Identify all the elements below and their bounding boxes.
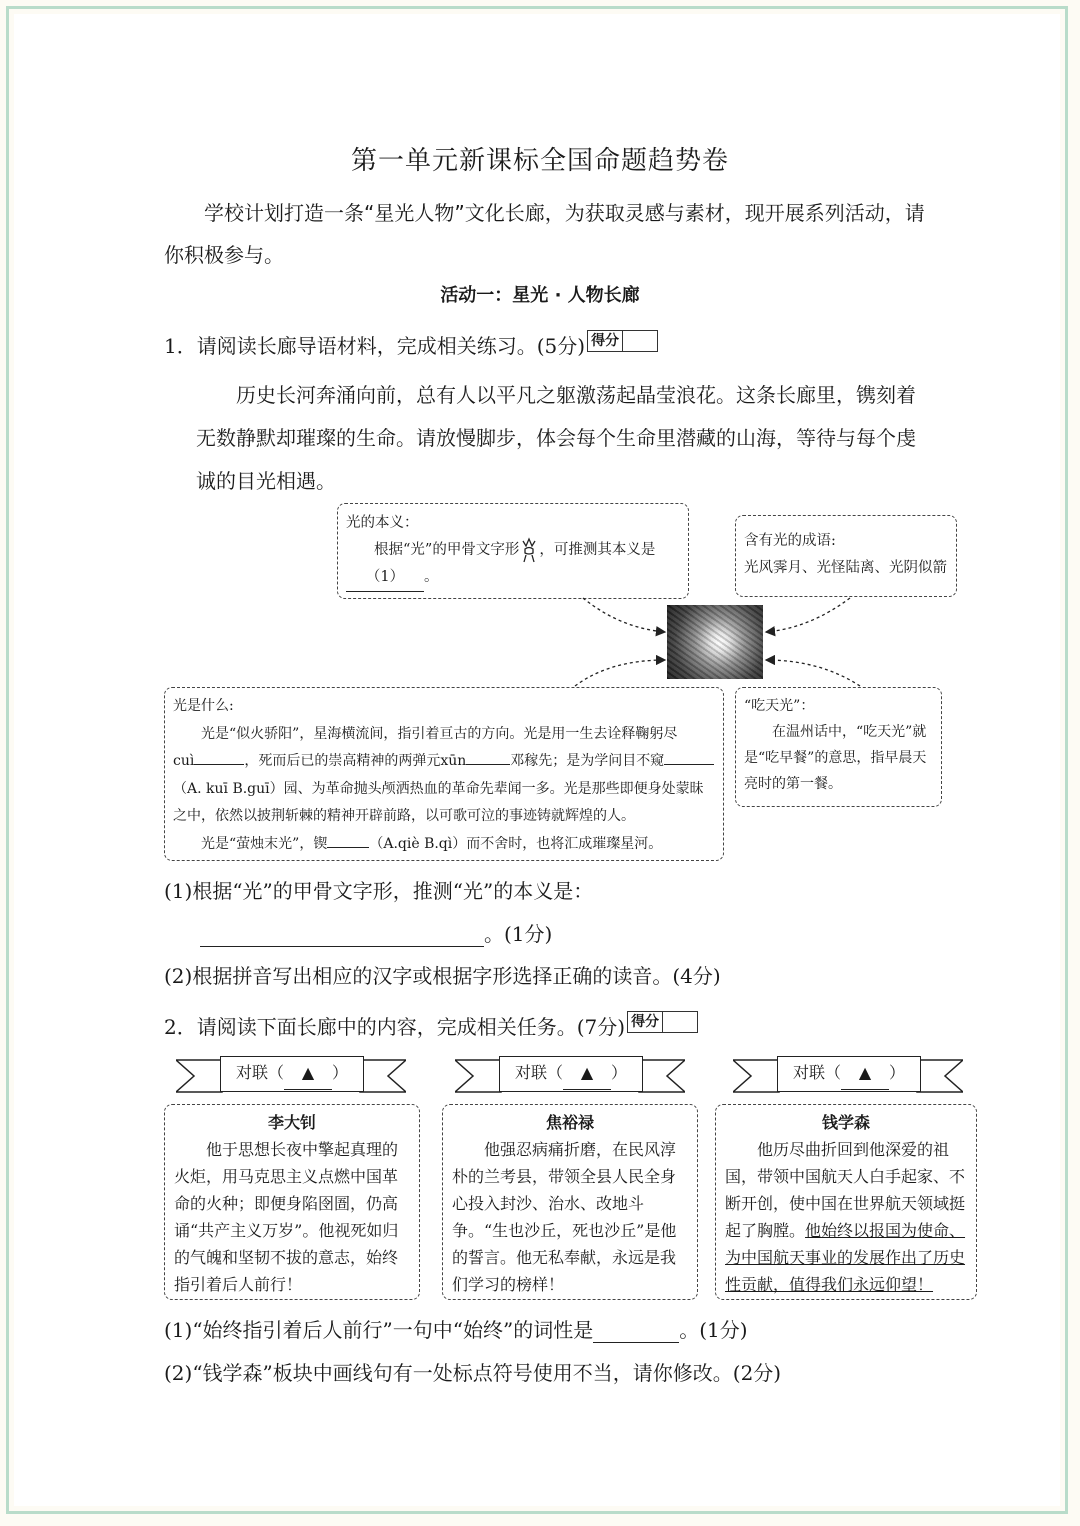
couplet-label-1: 对联（ ▲ ）	[220, 1056, 364, 1092]
q1-sub-1: (1)根据“光”的甲骨文字形，推测“光”的本义是：	[164, 879, 594, 903]
question-1-text: 1．请阅读长廊导语材料，完成相关练习。(5分)	[164, 334, 586, 358]
answer-blank-couplet-1[interactable]: ▲	[284, 1057, 332, 1090]
box-eat-head: “吃天光”：	[744, 698, 815, 714]
box-idioms-head: 含有光的成语:	[744, 533, 836, 549]
couplet-ribbon-2	[455, 1056, 685, 1094]
answer-blank-part-of-speech[interactable]	[593, 1320, 679, 1343]
answer-blank-kui[interactable]	[664, 764, 714, 765]
hero-text: 他于思想长夜中擎起真理的火炬，用马克思主义点燃中国革命的火种；即便身陷囹圄，仍高诵“共产主义万岁”。他视死如归的气魄和坚韧不拔的意志，始终指引着后人前行！	[174, 1140, 399, 1294]
q2-sub-1: (1)“始终指引着后人前行”一句中“始终”的词性是 。(1分)	[164, 1318, 748, 1342]
box-eat-daylight	[735, 687, 942, 807]
activity-one-heading: 活动一：星光 · 人物长廊	[440, 285, 640, 306]
score-label: 得分	[627, 1011, 663, 1033]
connector-arrows	[0, 0, 1080, 720]
q1-sub-2: (2)根据拼音写出相应的汉字或根据字形选择正确的读音。(4分)	[164, 964, 721, 988]
hero-text: 他强忍病痛折磨，在民风淳朴的兰考县，带领全县人民全身心投入封沙、治水、改地斗争。“生也沙丘，死也沙丘”是他的誓言。他无私奉献，永远是我们学习的榜样！	[452, 1140, 677, 1294]
intro-paragraph: 学校计划打造一条“星光人物”文化长廊，为获取灵感与素材，现开展系列活动，请你积极参与。	[164, 201, 925, 267]
couplet-label-2: 对联（ ▲ ）	[499, 1056, 643, 1092]
underlined-sentence: 他始终以报国为使命、为中国航天事业的发展作出了历史性贡献，值得我们永远仰望！	[725, 1221, 966, 1294]
q2-sub-2: (2)“钱学森”板块中画线句有一处标点符号使用不当，请你修改。(2分)	[164, 1361, 782, 1385]
hero-name: 钱学森	[821, 1113, 870, 1132]
hero-card-li-dazhao	[164, 1104, 420, 1300]
question-2-stem	[164, 1011, 698, 1040]
arrow-idioms	[766, 598, 850, 632]
box-origin-blank-line: （1） 。	[346, 564, 680, 592]
score-label: 得分	[587, 330, 623, 352]
box-eat-text: 在温州话中，“吃天光”就是“吃早餐”的意思，指早晨天亮时的第一餐。	[744, 724, 927, 792]
arrow-eat	[766, 660, 860, 686]
box-what-line-1: 光是“似火骄阳”，星海横流间，指引着亘古的方向。光是用一生去诠释鞠躬尽	[201, 725, 678, 742]
box-what-head: 光是什么:	[173, 698, 234, 714]
hero-name: 李大钊	[267, 1113, 316, 1132]
arrow-what	[575, 660, 665, 686]
corridor-intro-passage: 历史长河奔涌向前，总有人以平凡之躯激荡起晶莹浪花。这条长廊里，镌刻着无数静默却璀璨的生命。请放慢脚步，体会每个生命里潜藏的山海，等待与每个虔诚的目光相遇。	[196, 383, 916, 493]
arrow-origin	[583, 598, 665, 632]
box-origin-head: 光的本义：	[346, 515, 419, 531]
couplet-ribbon-1	[176, 1056, 406, 1094]
box-what-line-5: 光是“萤烛末光”，锲 （A.qiè B.qì）而不舍时，也将汇成璀璨星河。	[201, 835, 663, 852]
q1-sub-1-answer-line: 。(1分)	[200, 918, 552, 947]
answer-blank-couplet-3[interactable]: ▲	[841, 1057, 889, 1090]
answer-blank-couplet-2[interactable]: ▲	[563, 1057, 611, 1090]
hero-card-qian-xuesen	[715, 1104, 977, 1300]
hero-name: 焦裕禄	[545, 1113, 594, 1132]
box-origin-body: 根据“光”的甲骨文字形 ，可推测其本义是	[346, 537, 680, 564]
hero-text: 他历尽曲折回到他深爱的祖国，带领中国航天人白手起家、不断开创，使中国在世界航天领域挺起了胸膛。他始终以报国为使命、为中国航天事业的发展作出了历史性贡献，值得我们永远仰望！	[725, 1140, 966, 1294]
box-what-is-light	[164, 687, 724, 861]
box-what-line-4: 之中，依然以披荆斩棘的精神开辟前路，以可歌可泣的事迹铸就辉煌的人。	[173, 808, 635, 824]
score-input-2[interactable]	[663, 1011, 698, 1033]
box-what-line-2: cuì ，死而后已的崇高精神的两弹元xūn 邓稼先；是为学问目不窥	[173, 748, 715, 776]
couplet-ribbon-3	[733, 1056, 963, 1094]
question-2-text: 2．请阅读下面长廊中的内容，完成相关任务。(7分)	[164, 1015, 626, 1039]
hero-card-jiao-yulu	[442, 1104, 698, 1300]
answer-blank-meaning[interactable]	[200, 922, 484, 947]
answer-blank-cui[interactable]	[194, 764, 244, 765]
score-box-2	[627, 1011, 698, 1033]
answer-blank-qie[interactable]	[327, 847, 369, 848]
page-title: 第一单元新课标全国命题趋势卷	[350, 146, 729, 176]
answer-blank-1[interactable]: （1）	[346, 564, 424, 592]
box-idioms-text: 光风霁月、光怪陆离、光阴似箭	[744, 560, 947, 576]
couplet-label-3: 对联（ ▲ ）	[777, 1056, 921, 1092]
answer-blank-xun[interactable]	[466, 764, 510, 765]
box-what-line-3: （A. kuī B.guī）园、为革命抛头颅洒热血的革命先辈闻一多。光是那些即便身处蒙昧	[173, 780, 704, 797]
